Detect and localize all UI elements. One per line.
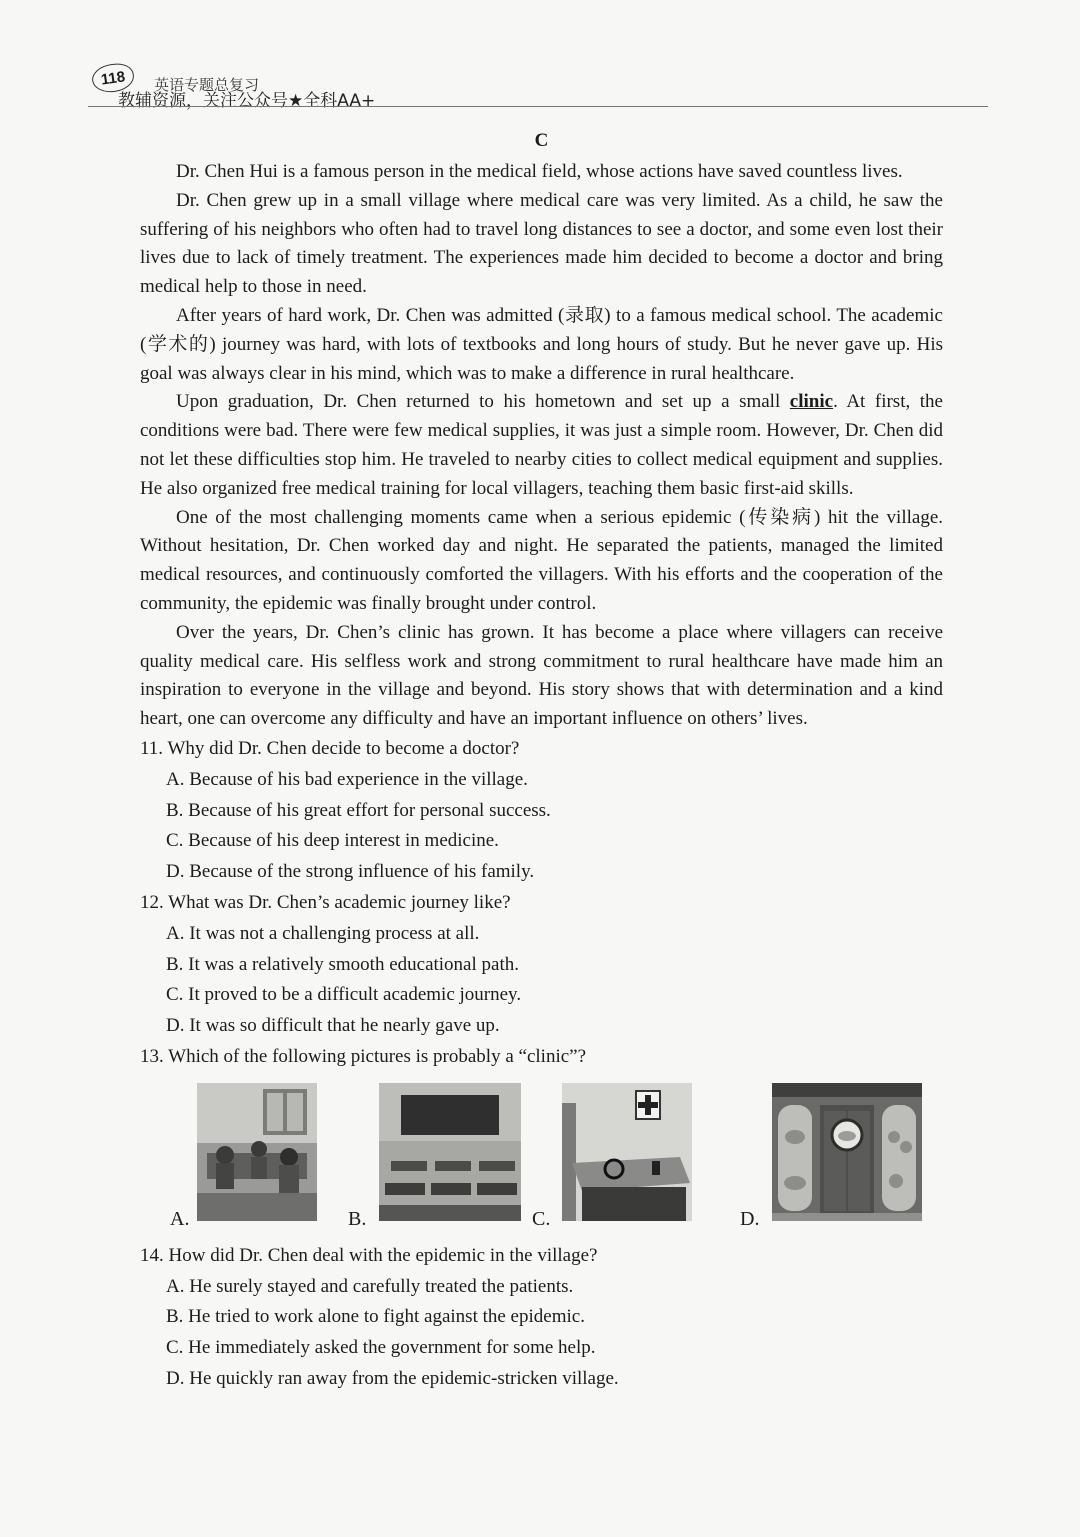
page-number-badge: 118 (90, 61, 135, 95)
passage-paragraph-6: Over the years, Dr. Chen’s clinic has grown. It has become a place where villagers can receive quality medical care. His selfless work and strong commitment to rural healthcare have made him an inspiration to everyone in the village and beyond. His story shows that with determination and a kind heart, one can overcome any difficulty and have an important influence on others’ lives. (140, 621, 943, 730)
page-header (88, 56, 988, 111)
paragraph-4-before: Upon graduation, Dr. Chen returned to his hometown and set up a small (176, 391, 790, 413)
picture-label-b[interactable]: B. (348, 1207, 367, 1230)
picture-d-bakery[interactable] (772, 1083, 922, 1221)
passage-paragraph-4 (140, 388, 943, 503)
picture-label-d[interactable]: D. (740, 1207, 760, 1230)
option-a[interactable]: A. He surely stayed and carefully treated the patients. (166, 1275, 574, 1297)
question-12 (140, 888, 943, 1042)
question-14 (140, 1241, 943, 1395)
question-stem: 12. What was Dr. Chen’s academic journey like? (140, 891, 511, 913)
option-a[interactable]: A. It was not a challenging process at all. (166, 922, 480, 944)
picture-c-clinic-room[interactable] (562, 1083, 692, 1221)
book-title: 英语专题总复习 (154, 76, 260, 94)
passage-paragraph-5: One of the most challenging moments came when a serious epidemic (传染病) hit the village. Without hesitation, Dr. Chen worked day and night. He separated the patients, managed the limited medical resources, and continuously comforted the villagers. With his efforts and the cooperation of the community, the epidemic was finally brought under control. (140, 506, 943, 614)
passage-paragraph-3: After years of hard work, Dr. Chen was admitted (录取) to a famous medical school. The academic (学术的) journey was hard, with lots of textbooks and long hours of study. But he never gave up. His goal was always clear in his mind, which was to make a difference in rural healthcare. (140, 304, 943, 384)
option-d[interactable]: D. He quickly ran away from the epidemic-stricken village. (166, 1367, 619, 1389)
picture-label-c[interactable]: C. (532, 1207, 551, 1230)
option-c[interactable]: C. Because of his deep interest in medicine. (166, 830, 499, 852)
question-13 (140, 1042, 943, 1233)
option-b[interactable]: B. Because of his great effort for personal success. (166, 799, 551, 821)
watermark-text: 教辅资源，关注公众号★全科AA+ (118, 91, 376, 111)
header-rule (88, 106, 988, 107)
option-b[interactable]: B. He tried to work alone to fight against the epidemic. (166, 1306, 585, 1328)
picture-b-classroom[interactable] (379, 1083, 521, 1221)
paragraph-4-after: . At first, the conditions were bad. There were few medical supplies, it was just a simple room. However, Dr. Chen did not let these difficulties stop him. He traveled to nearby cities to collect medical equipment and supplies. He also organized free medical training for local villagers, teaching them basic first-aid skills. (140, 391, 943, 499)
section-letter: C (534, 130, 549, 151)
option-b[interactable]: B. It was a relatively smooth educational path. (166, 953, 519, 975)
reading-section (140, 130, 943, 1395)
picture-a-meeting-room[interactable] (197, 1083, 317, 1221)
keyword-clinic: clinic (789, 391, 834, 413)
passage-paragraph-1: Dr. Chen Hui is a famous person in the medical field, whose actions have saved countless lives. (176, 161, 903, 182)
question-stem: 14. How did Dr. Chen deal with the epidemic in the village? (140, 1244, 598, 1266)
question-stem: 13. Which of the following pictures is probably a “clinic”? (140, 1045, 587, 1067)
option-d[interactable]: D. It was so difficult that he nearly gave up. (166, 1015, 500, 1037)
question-11 (140, 734, 943, 888)
option-c[interactable]: C. It proved to be a difficult academic journey. (166, 984, 522, 1006)
picture-label-a[interactable]: A. (170, 1207, 190, 1230)
option-d[interactable]: D. Because of the strong influence of his family. (166, 861, 535, 883)
passage-paragraph-2: Dr. Chen grew up in a small village where medical care was very limited. As a child, he saw the suffering of his neighbors who often had to travel long distances to see a doctor, and some even lost their lives due to lack of timely treatment. The experiences made him decided to become a doctor and bring medical help to those in need. (140, 189, 943, 298)
option-a[interactable]: A. Because of his bad experience in the village. (166, 768, 528, 790)
picture-options (140, 1083, 943, 1233)
option-c[interactable]: C. He immediately asked the government for some help. (166, 1337, 596, 1359)
question-stem: 11. Why did Dr. Chen decide to become a doctor? (140, 737, 520, 759)
